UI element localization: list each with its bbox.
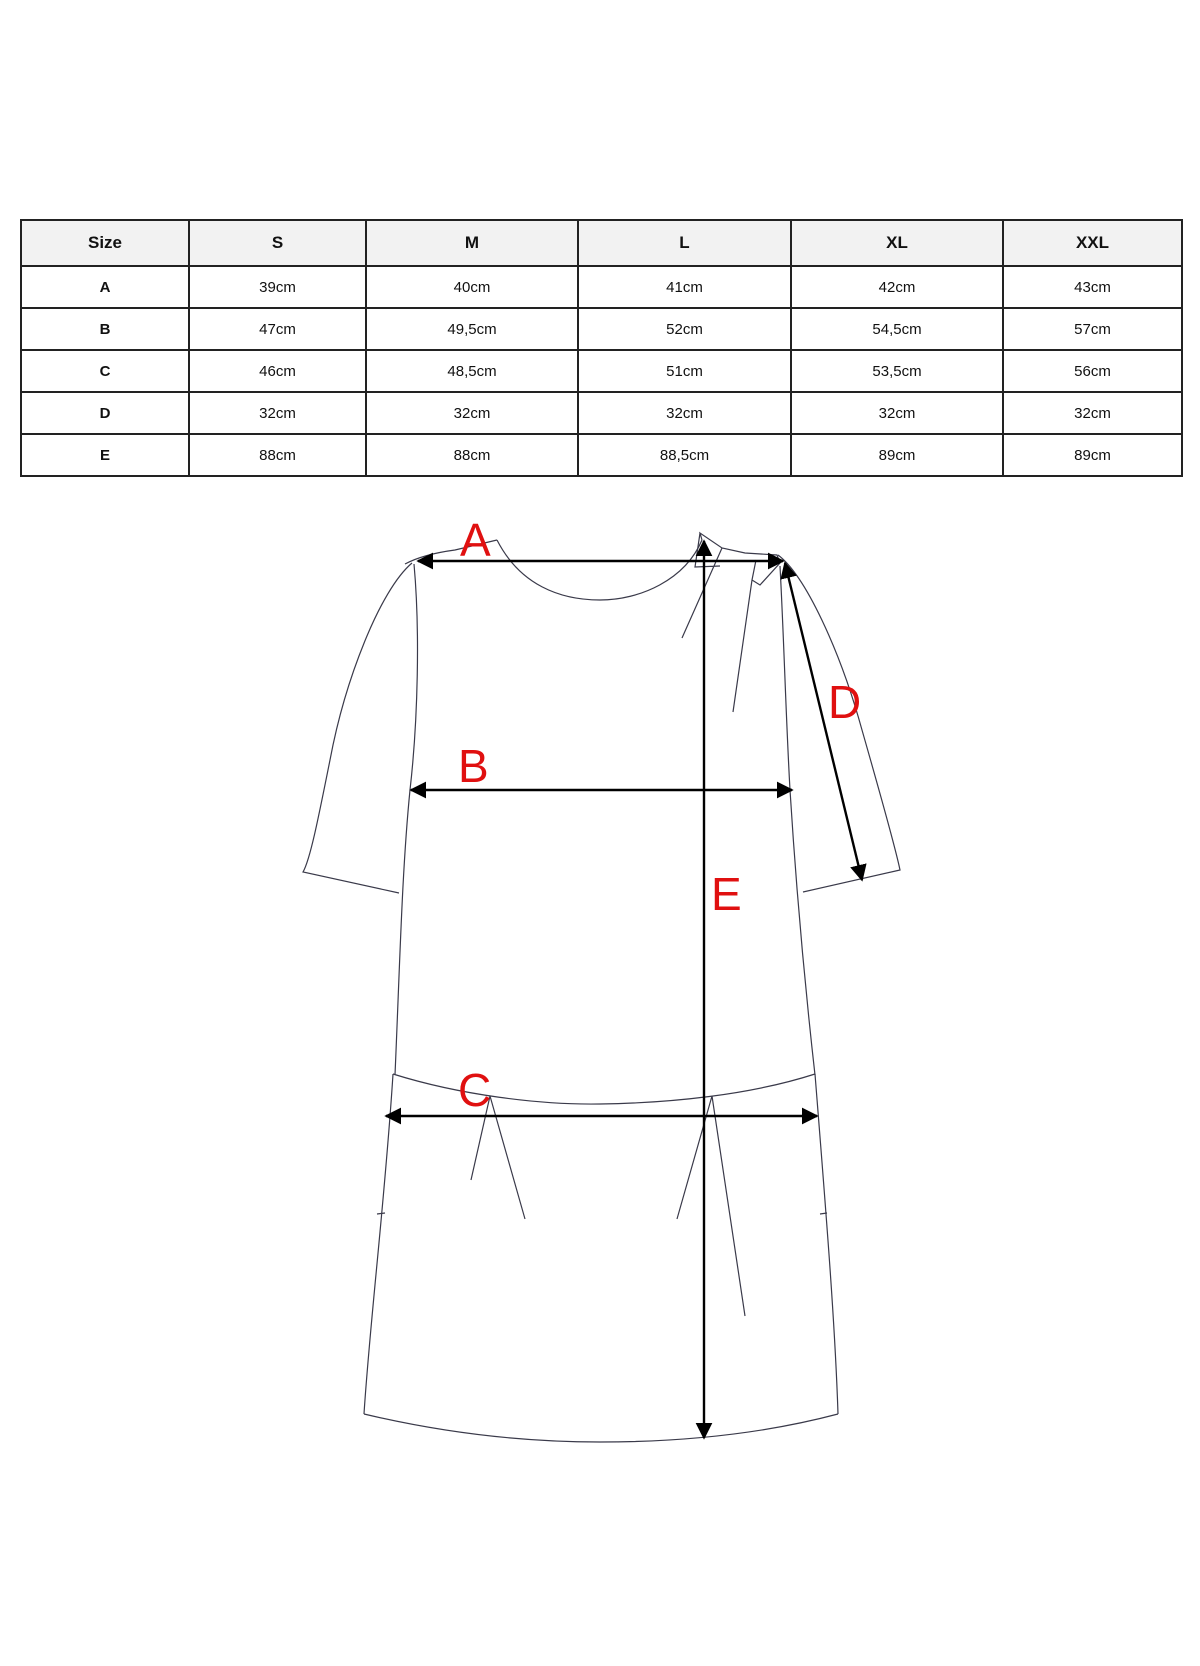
label-a: A — [460, 514, 491, 566]
table-cell: 43cm — [1003, 266, 1182, 308]
table-cell: 47cm — [189, 308, 366, 350]
skirt-right-side — [815, 1074, 838, 1414]
table-cell: 32cm — [366, 392, 578, 434]
label-e: E — [711, 868, 742, 920]
row-label: E — [21, 434, 189, 476]
left-sleeve — [303, 563, 412, 893]
hem — [364, 1414, 838, 1442]
table-cell: 52cm — [578, 308, 791, 350]
table-cell: 54,5cm — [791, 308, 1003, 350]
table-cell: 56cm — [1003, 350, 1182, 392]
table-cell: 40cm — [366, 266, 578, 308]
row-label: C — [21, 350, 189, 392]
table-cell: 51cm — [578, 350, 791, 392]
table-cell: 32cm — [791, 392, 1003, 434]
label-d: D — [828, 676, 862, 728]
header-size: Size — [21, 220, 189, 266]
table-cell: 42cm — [791, 266, 1003, 308]
table-cell: 88cm — [189, 434, 366, 476]
table-cell: 41cm — [578, 266, 791, 308]
table-cell: 53,5cm — [791, 350, 1003, 392]
table-cell: 89cm — [791, 434, 1003, 476]
table-cell: 32cm — [1003, 392, 1182, 434]
table-cell: 32cm — [578, 392, 791, 434]
skirt-left-side — [364, 1074, 393, 1414]
table-cell: 88cm — [366, 434, 578, 476]
table-cell: 32cm — [189, 392, 366, 434]
table-cell: 57cm — [1003, 308, 1182, 350]
header-l: L — [578, 220, 791, 266]
table-cell: 88,5cm — [578, 434, 791, 476]
table-cell: 39cm — [189, 266, 366, 308]
label-b: B — [458, 740, 489, 792]
table-cell: 49,5cm — [366, 308, 578, 350]
row-label: A — [21, 266, 189, 308]
label-c: C — [458, 1064, 492, 1116]
right-side-seam — [780, 566, 815, 1075]
row-label: D — [21, 392, 189, 434]
table-cell: 46cm — [189, 350, 366, 392]
waist-seam — [393, 1074, 815, 1104]
measurement-labels — [458, 514, 861, 1116]
header-s: S — [189, 220, 366, 266]
table-cell: 48,5cm — [366, 350, 578, 392]
header-m: M — [366, 220, 578, 266]
neckline — [497, 540, 702, 600]
pleat-lines — [377, 1096, 827, 1316]
table-cell: 89cm — [1003, 434, 1182, 476]
header-xl: XL — [791, 220, 1003, 266]
left-side-seam — [395, 564, 417, 1075]
row-label: B — [21, 308, 189, 350]
measurement-arrows — [386, 541, 862, 1438]
header-xxl: XXL — [1003, 220, 1182, 266]
